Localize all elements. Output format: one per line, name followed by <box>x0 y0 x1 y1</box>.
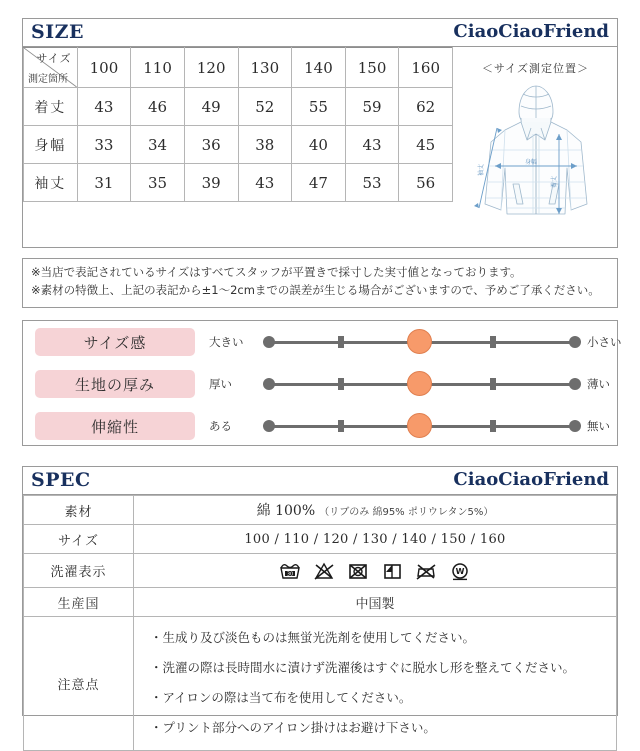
note-line-2: ※素材の特徴上、上記の表記から±1～2cmまでの誤差が生じる場合がございますので、予めご了承ください。 <box>31 282 600 297</box>
spec-key-sizes: サイズ <box>24 525 134 554</box>
spec-title: SPEC <box>31 469 91 491</box>
rating-left-label-stretch: ある <box>209 419 232 433</box>
material-main: 綿 100% <box>256 503 316 519</box>
table-row <box>24 126 453 164</box>
size-header-bar <box>23 19 617 47</box>
spec-table <box>23 495 617 751</box>
slider-marker[interactable] <box>407 371 432 396</box>
rating-right-label-size-feel: 小さい <box>587 335 622 349</box>
illustration-label-width: 身幅 <box>524 159 537 166</box>
cell-sodetake-140: 47 <box>292 164 346 202</box>
brand-logo-size: CiaoCiaoFriend <box>453 21 609 42</box>
care-icon-group <box>134 561 616 581</box>
rating-right-label-thickness: 薄い <box>587 377 610 391</box>
slider-marker[interactable] <box>407 329 432 354</box>
page-title: SIZE <box>31 21 84 43</box>
size-col-110: 110 <box>131 48 185 88</box>
cell-mihaba-100: 33 <box>77 126 131 164</box>
cell-sodetake-130: 43 <box>238 164 292 202</box>
caution-item: ・アイロンの際は当て布を使用してください。 <box>150 690 412 706</box>
table-header-row <box>24 48 453 88</box>
no-iron-icon <box>415 561 437 581</box>
rating-left-label-thickness: 厚い <box>209 377 232 391</box>
svg-text:W: W <box>455 566 465 576</box>
rating-row-thickness <box>23 363 617 405</box>
cell-kitake-120: 49 <box>184 88 238 126</box>
illustration-label-sleeve: 袖丈 <box>477 163 485 177</box>
cell-kitake-130: 52 <box>238 88 292 126</box>
material-sub: （リブのみ 綿95% ポリウレタン5%） <box>319 507 494 518</box>
cell-kitake-160: 62 <box>399 88 453 126</box>
table-row <box>24 164 453 202</box>
dryclean-w-icon <box>449 561 471 581</box>
spec-row-care <box>24 554 617 588</box>
slider-end-dot-left <box>263 378 275 390</box>
size-illustration-area <box>453 47 618 247</box>
cell-sodetake-120: 39 <box>184 164 238 202</box>
note-line-1: ※当店で表記されているサイズはすべてスタッフが平置きで採寸した実寸値となっております。 <box>31 265 522 279</box>
corner-column-label: サイズ <box>36 52 72 65</box>
rating-slider-size-feel[interactable] <box>263 321 581 363</box>
ratings-panel <box>22 320 622 446</box>
spec-value-sizes <box>134 525 617 554</box>
table-row <box>24 88 453 126</box>
spec-key-origin: 生産国 <box>24 588 134 617</box>
spec-row-cautions <box>24 617 617 751</box>
size-table <box>23 47 453 202</box>
slider-end-dot-left <box>263 420 275 432</box>
slider-tick-25 <box>338 378 344 390</box>
slider-end-dot-left <box>263 336 275 348</box>
rating-label-size-feel: サイズ感 <box>35 328 195 356</box>
cell-mihaba-160: 45 <box>399 126 453 164</box>
spec-value-cautions <box>134 617 617 751</box>
cell-mihaba-150: 43 <box>345 126 399 164</box>
spec-value-material <box>134 496 617 525</box>
slider-tick-75 <box>490 336 496 348</box>
spec-value-origin: 中国製 <box>134 588 617 617</box>
spec-key-cautions: 注意点 <box>24 617 134 751</box>
spec-row-origin <box>24 588 617 617</box>
size-col-140: 140 <box>292 48 346 88</box>
slider-tick-75 <box>490 378 496 390</box>
rating-label-thickness: 生地の厚み <box>35 370 195 398</box>
size-col-150: 150 <box>345 48 399 88</box>
wash-30-icon <box>279 561 301 581</box>
illustration-label-length: 着丈 <box>550 175 558 189</box>
row-label-mihaba: 身幅 <box>24 126 78 164</box>
slider-tick-25 <box>338 420 344 432</box>
size-panel <box>22 18 618 248</box>
brand-logo-spec: CiaoCiaoFriend <box>453 469 609 490</box>
corner-row-label: 測定箇所 <box>28 74 68 85</box>
cell-kitake-100: 43 <box>77 88 131 126</box>
rating-label-stretch: 伸縮性 <box>35 412 195 440</box>
size-col-130: 130 <box>238 48 292 88</box>
rating-slider-stretch[interactable] <box>263 405 581 447</box>
size-col-160: 160 <box>399 48 453 88</box>
cell-mihaba-140: 40 <box>292 126 346 164</box>
row-label-kitake: 着丈 <box>24 88 78 126</box>
spec-panel <box>22 466 618 736</box>
rating-left-label-size-feel: 大きい <box>209 335 244 349</box>
table-corner-cell <box>24 48 78 88</box>
spec-row-material <box>24 496 617 525</box>
slider-tick-25 <box>338 336 344 348</box>
cell-kitake-150: 59 <box>345 88 399 126</box>
size-col-100: 100 <box>77 48 131 88</box>
cell-sodetake-100: 31 <box>77 164 131 202</box>
spec-header-bar <box>23 467 617 495</box>
caution-item: ・生成り及び淡色ものは無蛍光洗剤を使用してください。 <box>150 630 476 645</box>
no-bleach-icon <box>313 561 335 581</box>
cell-sodetake-160: 56 <box>399 164 453 202</box>
row-label-sodetake: 袖丈 <box>24 164 78 202</box>
cell-kitake-140: 55 <box>292 88 346 126</box>
caution-item: ・洗濯の際は長時間水に漬けず洗濯後はすぐに脱水し形を整えてください。 <box>150 660 576 676</box>
cell-sodetake-110: 35 <box>131 164 185 202</box>
no-tumble-dry-icon <box>347 561 369 581</box>
cell-mihaba-120: 36 <box>184 126 238 164</box>
slider-end-dot-right <box>569 420 581 432</box>
spec-value-care <box>134 554 617 588</box>
spec-key-material: 素材 <box>24 496 134 525</box>
line-dry-icon <box>381 561 403 581</box>
rating-row-size-feel <box>23 321 622 363</box>
rating-row-stretch <box>23 405 617 447</box>
rating-right-label-stretch: 無い <box>587 419 610 433</box>
illustration-caption: ＜サイズ測定位置＞ <box>481 62 590 75</box>
size-col-120: 120 <box>184 48 238 88</box>
spec-key-care: 洗濯表示 <box>24 554 134 588</box>
notes-panel <box>22 258 618 308</box>
slider-end-dot-right <box>569 336 581 348</box>
caution-item: ・プリント部分へのアイロン掛けはお避け下さい。 <box>150 720 436 736</box>
spec-row-sizes <box>24 525 617 554</box>
sizes-list: 100 / 110 / 120 / 130 / 140 / 150 / 160 <box>244 531 506 547</box>
cell-kitake-110: 46 <box>131 88 185 126</box>
rating-slider-thickness[interactable] <box>263 363 581 405</box>
slider-end-dot-right <box>569 378 581 390</box>
svg-text:30: 30 <box>286 570 294 577</box>
slider-tick-75 <box>490 420 496 432</box>
cell-mihaba-110: 34 <box>131 126 185 164</box>
jacket-illustration-icon <box>461 78 611 228</box>
cell-mihaba-130: 38 <box>238 126 292 164</box>
cell-sodetake-150: 53 <box>345 164 399 202</box>
slider-marker[interactable] <box>407 413 432 438</box>
